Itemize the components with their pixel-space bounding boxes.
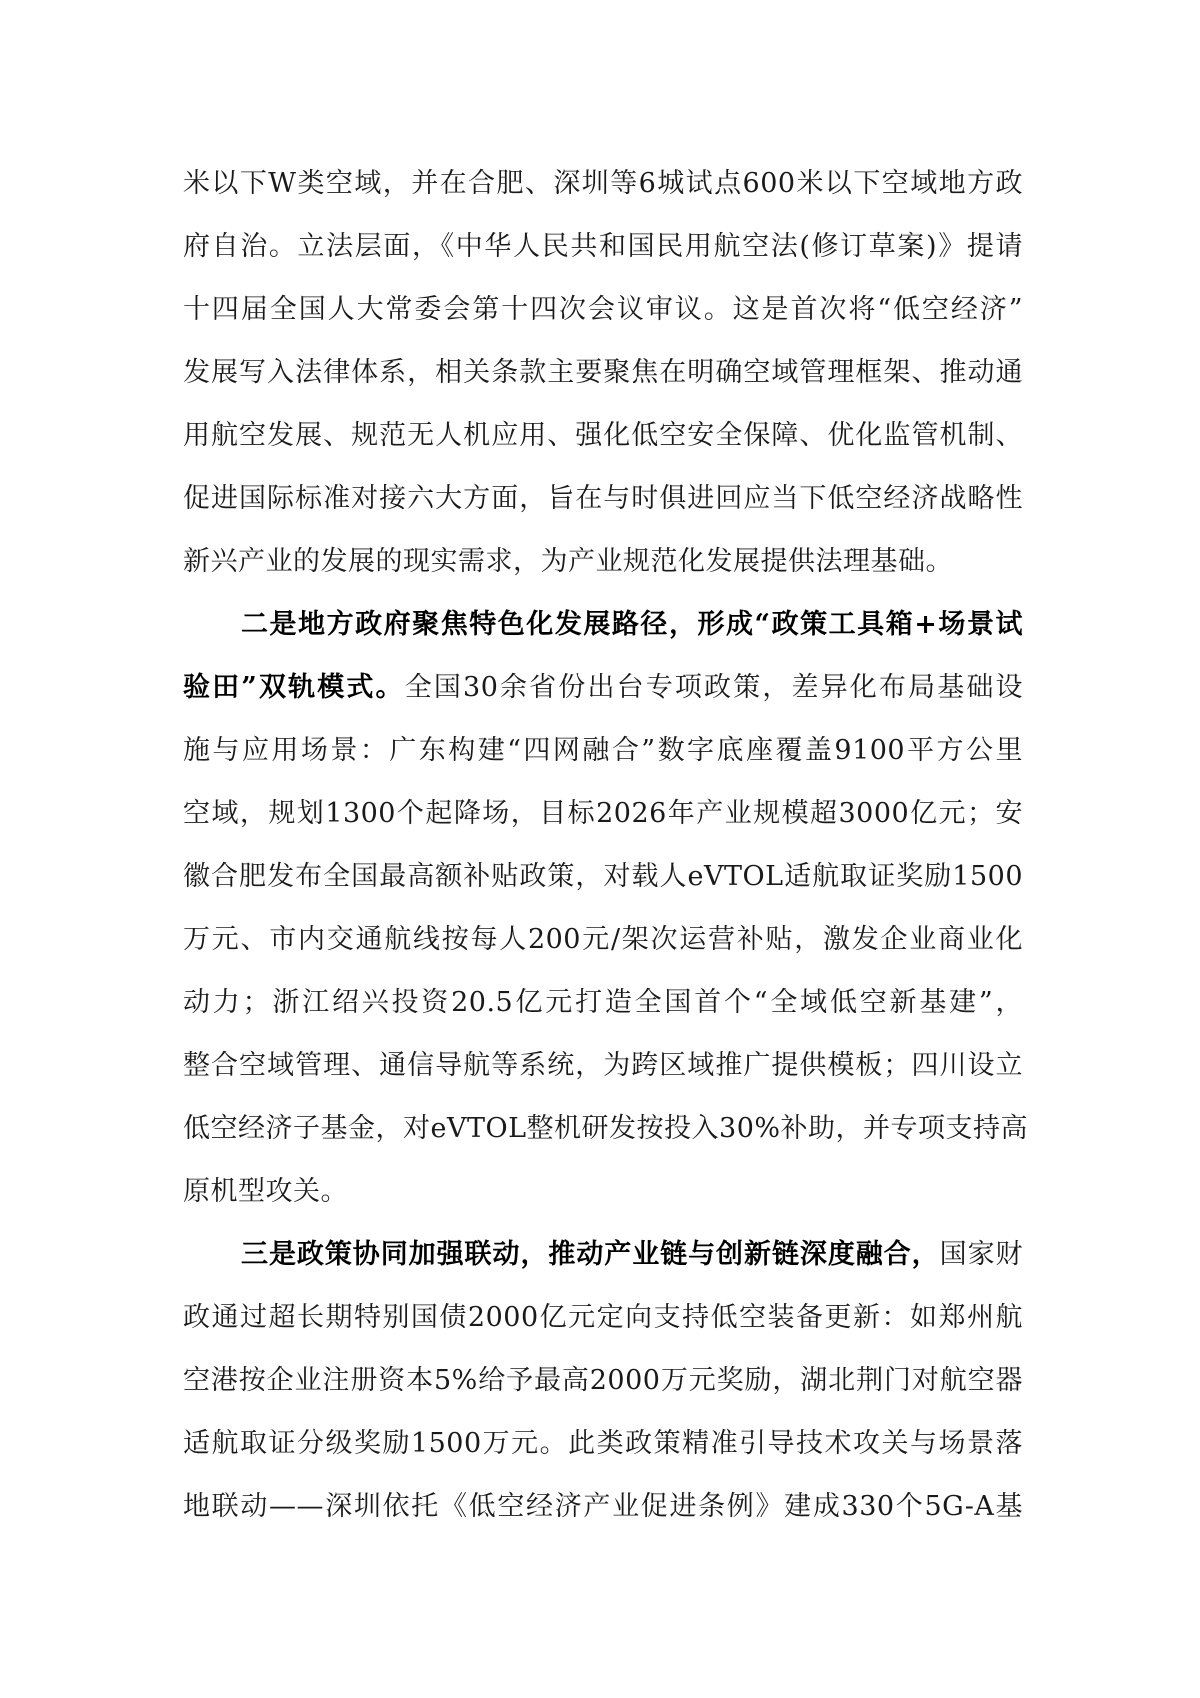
text-line	[183, 593, 1023, 656]
text-line: 米以下W类空域，并在合肥、深圳等6城试点600米以下空域地方政	[183, 168, 1023, 199]
bold-heading-text: 二是地方政府聚焦特色化发展路径，形成“政策工具箱+场景试	[241, 609, 1023, 640]
text-line: 新兴产业的发展的现实需求，为产业规范化发展提供法理基础。	[183, 546, 953, 577]
text-line: 徽合肥发布全国最高额补贴政策，对载人eVTOL适航取证奖励1500	[183, 861, 1023, 892]
body-text: 全国30余省份出台专项政策，差异化布局基础设	[404, 672, 1024, 703]
text-line: 整合空域管理、通信导航等系统，为跨区域推广提供模板；四川设立	[183, 1050, 1023, 1081]
text-line: 政通过超长期特别国债2000亿元定向支持低空装备更新：如郑州航	[183, 1302, 1023, 1333]
text-line: 地联动——深圳依托《低空经济产业促进条例》建成330个5G-A基	[183, 1491, 1023, 1522]
body-text: 国家财	[939, 1239, 1024, 1270]
text-line: 府自治。立法层面，《中华人民共和国民用航空法(修订草案)》提请	[183, 231, 1023, 262]
text-line: 发展写入法律体系，相关条款主要聚焦在明确空域管理框架、推动通	[183, 357, 1023, 388]
text-line: 促进国际标准对接六大方面，旨在与时俱进回应当下低空经济战略性	[183, 483, 1023, 514]
paragraph	[183, 593, 1029, 1223]
text-line: 用航空发展、规范无人机应用、强化低空安全保障、优化监管机制、	[183, 420, 1023, 451]
text-line: 空域，规划1300个起降场，目标2026年产业规模超3000亿元；安	[183, 798, 1023, 829]
paragraph	[183, 1223, 1023, 1538]
text-line: 十四届全国人大常委会第十四次会议审议。这是首次将“低空经济”	[183, 294, 1023, 325]
text-line: 原机型攻关。	[183, 1176, 348, 1207]
text-line	[183, 1223, 1023, 1286]
text-line: 低空经济子基金，对eVTOL整机研发按投入30%补助，并专项支持高	[183, 1113, 1029, 1144]
text-line: 施与应用场景：广东构建“四网融合”数字底座覆盖9100平方公里	[183, 735, 1023, 766]
bold-heading-text: 三是政策协同加强联动，推动产业链与创新链深度融合，	[241, 1239, 940, 1270]
text-line: 空港按企业注册资本5%给予最高2000万元奖励，湖北荆门对航空器	[183, 1365, 1023, 1396]
document-body	[183, 152, 1029, 1538]
text-line	[183, 656, 1023, 719]
paragraph	[183, 152, 1023, 593]
text-line: 万元、市内交通航线按每人200元/架次运营补贴，激发企业商业化	[183, 924, 1023, 955]
text-line: 动力；浙江绍兴投资20.5亿元打造全国首个“全域低空新基建”，	[183, 987, 1023, 1018]
bold-heading-text: 验田”双轨模式。	[183, 672, 405, 703]
text-line: 适航取证分级奖励1500万元。此类政策精准引导技术攻关与场景落	[183, 1428, 1023, 1459]
